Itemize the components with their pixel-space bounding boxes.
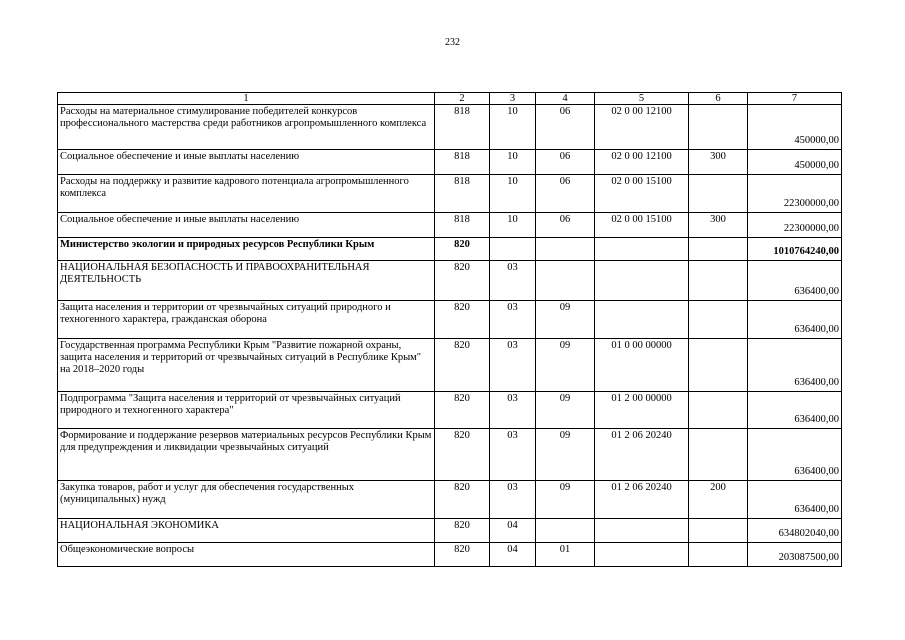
row-name: Государственная программа Республики Крым "Развитие пожарной охраны, защита населения и территорий от чрезвычайных ситуаций в Республике Крым" на 2018–2020 годы	[58, 339, 435, 392]
row-subsection	[536, 238, 595, 261]
row-subsection: 09	[536, 481, 595, 519]
row-expense-type	[689, 519, 748, 543]
row-section: 03	[490, 392, 536, 429]
row-name: Закупка товаров, работ и услуг для обеспечения государственных (муниципальных) нужд	[58, 481, 435, 519]
budget-table	[57, 92, 842, 567]
row-expense-type	[689, 429, 748, 481]
row-target-article: 01 2 00 00000	[595, 392, 689, 429]
row-name: Общеэкономические вопросы	[58, 543, 435, 567]
row-section: 03	[490, 481, 536, 519]
row-ved: 820	[435, 301, 490, 339]
row-ved: 820	[435, 543, 490, 567]
row-sum: 636400,00	[748, 301, 842, 339]
row-ved: 818	[435, 175, 490, 213]
column-header-4: 4	[536, 93, 595, 105]
row-name: НАЦИОНАЛЬНАЯ ЭКОНОМИКА	[58, 519, 435, 543]
row-section: 04	[490, 543, 536, 567]
table-row	[58, 392, 842, 429]
table-row	[58, 339, 842, 392]
row-sum: 22300000,00	[748, 175, 842, 213]
row-subsection: 09	[536, 429, 595, 481]
row-ved: 818	[435, 105, 490, 150]
row-subsection: 06	[536, 175, 595, 213]
table-row	[58, 261, 842, 301]
row-sum: 636400,00	[748, 339, 842, 392]
row-subsection: 06	[536, 150, 595, 175]
row-ved: 820	[435, 519, 490, 543]
row-name: Подпрограмма "Защита населения и территорий от чрезвычайных ситуаций природного и техногенного характера"	[58, 392, 435, 429]
column-number-row	[58, 93, 842, 105]
row-sum: 22300000,00	[748, 213, 842, 238]
row-name: Социальное обеспечение и иные выплаты населению	[58, 150, 435, 175]
row-subsection: 09	[536, 301, 595, 339]
page-number: 232	[445, 37, 460, 48]
row-section: 10	[490, 150, 536, 175]
row-expense-type	[689, 238, 748, 261]
row-section: 10	[490, 105, 536, 150]
row-target-article	[595, 301, 689, 339]
row-section: 03	[490, 261, 536, 301]
row-subsection: 09	[536, 339, 595, 392]
row-target-article: 01 0 00 00000	[595, 339, 689, 392]
column-header-2: 2	[435, 93, 490, 105]
row-target-article: 02 0 00 15100	[595, 213, 689, 238]
row-section: 10	[490, 213, 536, 238]
row-expense-type	[689, 175, 748, 213]
row-section: 03	[490, 429, 536, 481]
table-row	[58, 481, 842, 519]
row-ved: 820	[435, 339, 490, 392]
row-expense-type	[689, 543, 748, 567]
row-expense-type: 300	[689, 150, 748, 175]
row-subsection: 06	[536, 105, 595, 150]
row-ved: 820	[435, 238, 490, 261]
row-section: 04	[490, 519, 536, 543]
table-row	[58, 543, 842, 567]
table-row	[58, 429, 842, 481]
table-row	[58, 519, 842, 543]
row-section: 10	[490, 175, 536, 213]
row-subsection: 01	[536, 543, 595, 567]
row-target-article	[595, 261, 689, 301]
table-row	[58, 150, 842, 175]
row-expense-type	[689, 261, 748, 301]
row-section	[490, 238, 536, 261]
row-target-article: 02 0 00 12100	[595, 150, 689, 175]
row-name: Социальное обеспечение и иные выплаты населению	[58, 213, 435, 238]
row-ved: 818	[435, 213, 490, 238]
row-ved: 820	[435, 429, 490, 481]
row-name: Защита населения и территории от чрезвычайных ситуаций природного и техногенного характера, гражданская оборона	[58, 301, 435, 339]
row-sum: 1010764240,00	[748, 238, 842, 261]
row-subsection: 09	[536, 392, 595, 429]
row-sum: 636400,00	[748, 429, 842, 481]
row-subsection: 06	[536, 213, 595, 238]
row-target-article	[595, 543, 689, 567]
row-ved: 820	[435, 392, 490, 429]
row-name: Министерство экологии и природных ресурсов Республики Крым	[58, 238, 435, 261]
row-ved: 820	[435, 261, 490, 301]
row-name: Расходы на поддержку и развитие кадрового потенциала агропромышленного комплекса	[58, 175, 435, 213]
row-expense-type	[689, 105, 748, 150]
row-name: Формирование и поддержание резервов материальных ресурсов Республики Крым для предупреждения и ликвидации чрезвычайных ситуаций	[58, 429, 435, 481]
row-sum: 450000,00	[748, 150, 842, 175]
row-expense-type: 200	[689, 481, 748, 519]
row-expense-type	[689, 392, 748, 429]
row-section: 03	[490, 339, 536, 392]
row-expense-type: 300	[689, 213, 748, 238]
column-header-3: 3	[490, 93, 536, 105]
row-name: НАЦИОНАЛЬНАЯ БЕЗОПАСНОСТЬ И ПРАВООХРАНИТЕЛЬНАЯ ДЕЯТЕЛЬНОСТЬ	[58, 261, 435, 301]
row-target-article	[595, 238, 689, 261]
row-target-article: 02 0 00 12100	[595, 105, 689, 150]
row-target-article: 01 2 06 20240	[595, 429, 689, 481]
row-target-article	[595, 519, 689, 543]
row-sum: 634802040,00	[748, 519, 842, 543]
row-section: 03	[490, 301, 536, 339]
row-sum: 450000,00	[748, 105, 842, 150]
column-header-5: 5	[595, 93, 689, 105]
column-header-7: 7	[748, 93, 842, 105]
row-ved: 818	[435, 150, 490, 175]
row-subsection	[536, 261, 595, 301]
row-target-article: 02 0 00 15100	[595, 175, 689, 213]
column-header-6: 6	[689, 93, 748, 105]
row-name: Расходы на материальное стимулирование победителей конкурсов профессионального мастерства среди работников агропромышленного комплекса	[58, 105, 435, 150]
row-sum: 636400,00	[748, 392, 842, 429]
row-target-article: 01 2 06 20240	[595, 481, 689, 519]
row-expense-type	[689, 301, 748, 339]
row-expense-type	[689, 339, 748, 392]
row-ved: 820	[435, 481, 490, 519]
column-header-1: 1	[58, 93, 435, 105]
row-sum: 636400,00	[748, 261, 842, 301]
row-sum: 203087500,00	[748, 543, 842, 567]
table-row	[58, 213, 842, 238]
row-sum: 636400,00	[748, 481, 842, 519]
table-row	[58, 238, 842, 261]
table-row	[58, 105, 842, 150]
table-row	[58, 301, 842, 339]
row-subsection	[536, 519, 595, 543]
table-row	[58, 175, 842, 213]
